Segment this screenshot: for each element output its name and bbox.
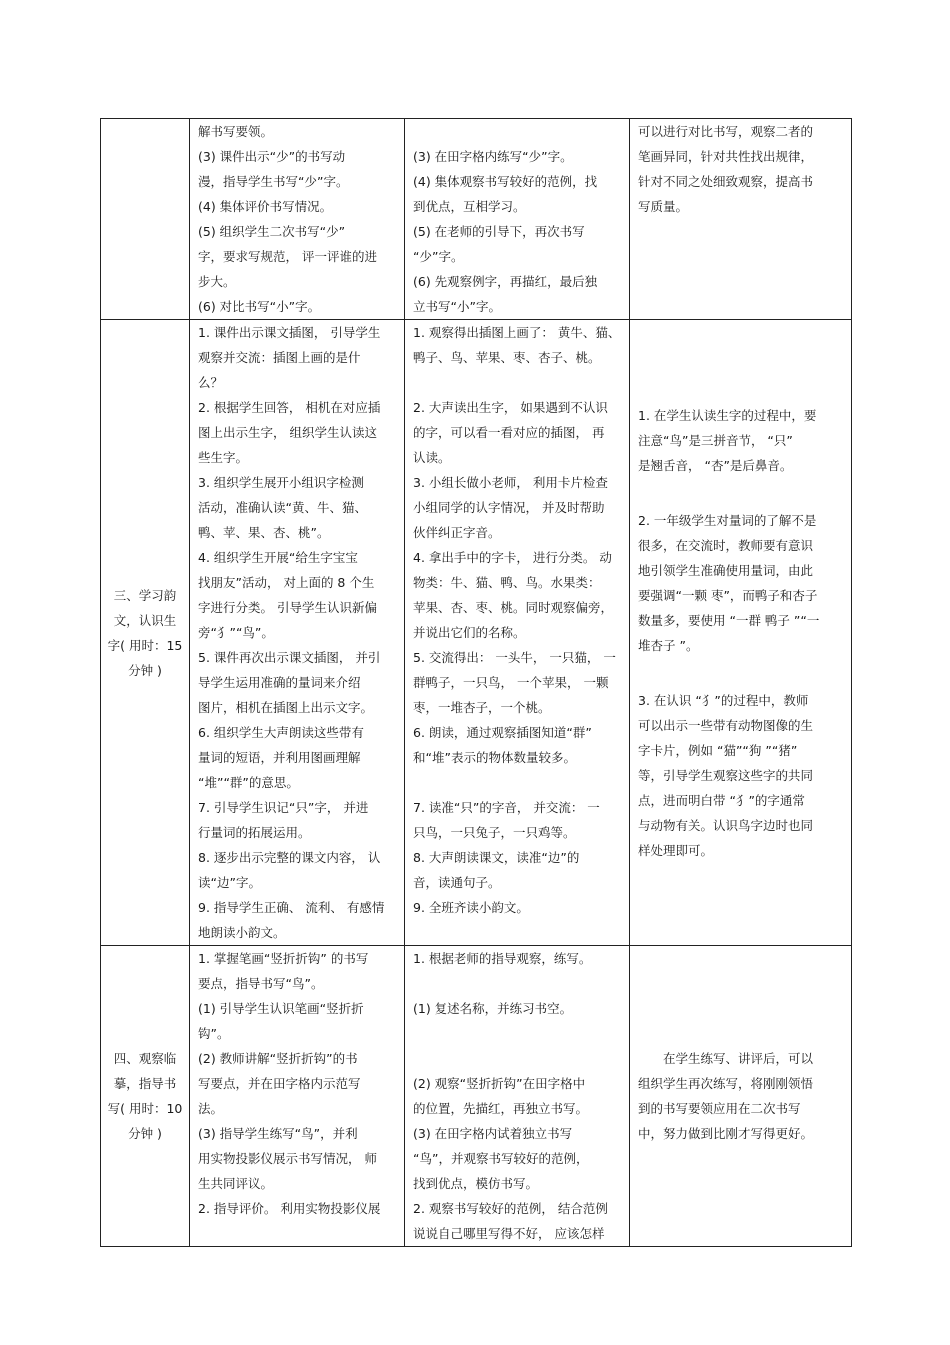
text-line: (5) 组织学生二次书写“少” — [198, 224, 346, 239]
text-line: 1. 根据老师的指导观察，练写。 — [413, 951, 592, 966]
text-line: 2. 一年级学生对量词的了解不是 — [638, 512, 817, 528]
text-line: 地朗读小韵文。 — [198, 925, 286, 940]
text-line: (2) 教师讲解“竖折折钩”的书 — [198, 1051, 358, 1066]
text-line: 可以进行对比书写，观察二者的 — [638, 124, 814, 139]
text-line: 分钟 ) — [128, 662, 162, 678]
text-line: 7. 引导学生识记“只”字， 并进 — [198, 800, 369, 815]
text-line: 2. 观察书写较好的范例， 结合范例 — [413, 1201, 608, 1216]
spacer — [638, 658, 843, 688]
text-line: 的字，可以看一看对应的插图， 再 — [413, 425, 605, 440]
text-line: 的位置，先描红，再独立书写。 — [413, 1101, 589, 1116]
text-line: (4) 集体观察书写较好的范例，找 — [413, 174, 598, 189]
text-line: 用实物投影仪展示书写情况， 师 — [198, 1151, 377, 1166]
text-line: “鸟”，并观察书写较好的范例， — [413, 1151, 589, 1166]
text-line: 写质量。 — [638, 199, 689, 214]
text-line: 7. 读准“只”的字音， 并交流： 一 — [413, 800, 600, 815]
text-line: (5) 在老师的引导下，再次书写 — [413, 224, 585, 239]
text-line: 字卡片，例如 “猫”“狗 ”“猪” — [638, 742, 798, 758]
text-line: 行量词的拓展运用。 — [198, 825, 311, 840]
text-line: 钩”。 — [198, 1026, 230, 1041]
text-line: 法。 — [198, 1101, 224, 1116]
text-line: 9. 指导学生正确、 流利、 有感情 — [198, 900, 385, 915]
text-line: 摹，指导书 — [113, 1076, 177, 1091]
text-line: 2. 指导评价。 利用实物投影仪展 — [198, 1201, 381, 1216]
text-line: 鸭子、鸟、苹果、枣、杏子、桃。 — [413, 350, 601, 365]
text-line: 生共同评议。 — [198, 1176, 274, 1191]
text-line: 找到优点，模仿书写。 — [413, 1176, 539, 1191]
text-line: 并说出它们的名称。 — [413, 625, 526, 640]
text-line: 等，引导学生观察这些字的共同 — [638, 767, 814, 783]
text-line: 和“堆”表示的物体数量较多。 — [413, 750, 576, 765]
text-line: 9. 全班齐读小韵文。 — [413, 900, 529, 915]
table-row — [101, 946, 852, 1247]
text-line: 小组同学的认字情况， 并及时帮助 — [413, 500, 605, 515]
text-line: 2. 根据学生回答， 相机在对应插 — [198, 400, 381, 415]
text-line: 3. 在认识 “犭”的过程中，教师 — [638, 692, 809, 708]
text-line: 3. 小组长做小老师， 利用卡片检查 — [413, 475, 608, 490]
text-line: 字( 用时：15 — [107, 637, 183, 653]
text-line: 到优点，互相学习。 — [413, 199, 526, 214]
text-line: 组织学生再次练写，将刚刚领悟 — [638, 1076, 814, 1091]
text-line: 读“边”字。 — [198, 875, 261, 890]
text-line: 伙伴纠正字音。 — [413, 525, 501, 540]
student-activity-cell — [405, 946, 630, 1247]
design-notes-cell — [630, 946, 852, 1247]
text-line: 中，努力做到比刚才写得更好。 — [638, 1126, 814, 1141]
text-line: 1. 在学生认读生字的过程中，要 — [638, 407, 817, 423]
text-line: 笔画异同，针对共性找出规律， — [638, 149, 814, 164]
text-line: 1. 掌握笔画“竖折折钩” 的书写 — [198, 951, 369, 966]
text-line: 很多，在交流时，教师要有意识 — [638, 537, 814, 553]
text-line: 是翘舌音， “杏”是后鼻音。 — [638, 457, 793, 473]
text-line: 解书写要领。 — [198, 124, 274, 139]
text-line: 漫，指导学生书写“少”字。 — [198, 174, 349, 189]
text-line: “堆”“群”的意思。 — [198, 775, 299, 790]
text-line: 音，读通句子。 — [413, 875, 501, 890]
text-line: (3) 在田字格内练写“少”字。 — [413, 149, 573, 164]
text-line — [413, 1046, 621, 1071]
text-line: (4) 集体评价书写情况。 — [198, 199, 333, 214]
student-activity-cell — [405, 119, 630, 320]
text-line: 在学生练写、讲评后，可以 — [663, 1051, 814, 1066]
text-line: 么？ — [198, 375, 224, 390]
text-line: 旁“犭”“鸟”。 — [198, 625, 274, 640]
text-line: 写( 用时：10 — [107, 1101, 183, 1116]
text-line — [413, 1021, 621, 1046]
text-line: (3) 在田字格内试着独立书写 — [413, 1126, 573, 1141]
text-line: 与动物有关。认识鸟字边时也同 — [638, 817, 814, 833]
text-line: 物类：牛、猫、鸭、鸟。水果类： — [413, 575, 601, 590]
text-line: 说说自己哪里写得不好， 应该怎样 — [413, 1226, 605, 1241]
text-line: 找朋友”活动， 对上面的 8 个生 — [198, 575, 375, 590]
text-line: 针对不同之处细致观察，提高书 — [638, 174, 814, 189]
table-row — [101, 119, 852, 320]
lesson-plan-table — [100, 118, 852, 1247]
text-line: 1. 观察得出插图上画了： 黄牛、猫、 — [413, 325, 621, 340]
text-line: 字，要求写规范， 评一评谁的进 — [198, 249, 377, 264]
stage-cell — [101, 320, 190, 946]
design-notes-cell — [630, 119, 852, 320]
student-activity-cell — [405, 320, 630, 946]
text-line: 到的书写要领应用在二次书写 — [638, 1101, 801, 1116]
text-line: 分钟 ) — [128, 1126, 162, 1141]
stage-cell — [101, 946, 190, 1247]
teacher-activity-cell — [190, 119, 405, 320]
text-line: (2) 观察“竖折折钩”在田字格中 — [413, 1076, 586, 1091]
text-line — [413, 119, 621, 144]
text-line: 6. 朗读，通过观察插图知道“群” — [413, 725, 592, 740]
text-line: 三、学习韵 — [113, 587, 177, 603]
stage-cell — [101, 119, 190, 320]
spacer — [638, 478, 843, 508]
text-line: 图片，相机在插图上出示文字。 — [198, 700, 374, 715]
text-line: 些生字。 — [198, 450, 249, 465]
text-line: 枣，一堆杏子，一个桃。 — [413, 700, 551, 715]
text-line: 4. 拿出手中的字卡， 进行分类。 动 — [413, 550, 612, 565]
text-line: 点，进而明白带 “犭”的字通常 — [638, 792, 805, 808]
text-line: 可以出示一些带有动物图像的生 — [638, 717, 814, 733]
text-line: 鸭、苹、果、杏、桃”。 — [198, 525, 330, 540]
text-line: 写要点，并在田字格内示范写 — [198, 1076, 361, 1091]
text-line: 数量多，要使用 “一群 鸭子 ”“一 — [638, 612, 820, 628]
text-line: (1) 引导学生认识笔画“竖折折 — [198, 1001, 364, 1016]
text-line: 群鸭子，一只鸟， 一个苹果， 一颗 — [413, 675, 609, 690]
text-line: 立书写“小”字。 — [413, 299, 501, 314]
text-line: 8. 逐步出示完整的课文内容， 认 — [198, 850, 381, 865]
text-line — [413, 770, 621, 795]
text-line: 样处理即可。 — [638, 842, 714, 858]
teacher-activity-cell — [190, 320, 405, 946]
text-line: 6. 组织学生大声朗读这些带有 — [198, 725, 364, 740]
text-line — [413, 971, 621, 996]
text-line: 3. 组织学生展开小组识字检测 — [198, 475, 364, 490]
text-line: 5. 课件再次出示课文插图， 并引 — [198, 650, 381, 665]
text-line: (6) 对比书写“小”字。 — [198, 299, 321, 314]
text-line: 文，认识生 — [113, 612, 177, 628]
text-line: 堆杏子 ”。 — [638, 637, 699, 653]
text-line: 苹果、杏、枣、桃。同时观察偏旁， — [413, 600, 614, 615]
text-line: 步大。 — [198, 274, 236, 289]
text-line: 5. 交流得出： 一头牛， 一只猫， 一 — [413, 650, 616, 665]
text-line: 注意“鸟”是三拼音节， “只” — [638, 432, 793, 448]
text-line: 图上出示生字， 组织学生认读这 — [198, 425, 377, 440]
teacher-activity-cell — [190, 946, 405, 1247]
text-line — [413, 370, 621, 395]
text-line: (3) 指导学生练写“鸟”，并利 — [198, 1126, 358, 1141]
text-line: 认读。 — [413, 450, 451, 465]
text-line: 要强调“一颗 枣”，而鸭子和杏子 — [638, 587, 818, 603]
text-line: (1) 复述名称，并练习书空。 — [413, 1001, 573, 1016]
design-notes-cell — [630, 320, 852, 946]
text-line: 2. 大声读出生字， 如果遇到不认识 — [413, 400, 608, 415]
text-line: 要点，指导书写“鸟”。 — [198, 976, 324, 991]
text-line: 量词的短语，并利用图画理解 — [198, 750, 361, 765]
text-line: “少”字。 — [413, 249, 464, 264]
text-line: 四、观察临 — [113, 1051, 177, 1066]
text-line: 地引领学生准确使用量词，由此 — [638, 562, 814, 578]
text-line: 活动，准确认读“黄、牛、猫、 — [198, 500, 367, 515]
text-line: (6) 先观察例字，再描红，最后独 — [413, 274, 598, 289]
table-row — [101, 320, 852, 946]
text-line: 8. 大声朗读课文，读准“边”的 — [413, 850, 580, 865]
text-line: 观察并交流：插图上画的是什 — [198, 350, 361, 365]
text-line: 只鸟，一只兔子，一只鸡等。 — [413, 825, 576, 840]
text-line: 导学生运用准确的量词来介绍 — [198, 675, 361, 690]
text-line: 字进行分类。 引导学生认识新偏 — [198, 600, 377, 615]
text-line: (3) 课件出示“少”的书写动 — [198, 149, 346, 164]
text-line: 1. 课件出示课文插图， 引导学生 — [198, 325, 381, 340]
text-line: 4. 组织学生开展“给生字宝宝 — [198, 550, 358, 565]
